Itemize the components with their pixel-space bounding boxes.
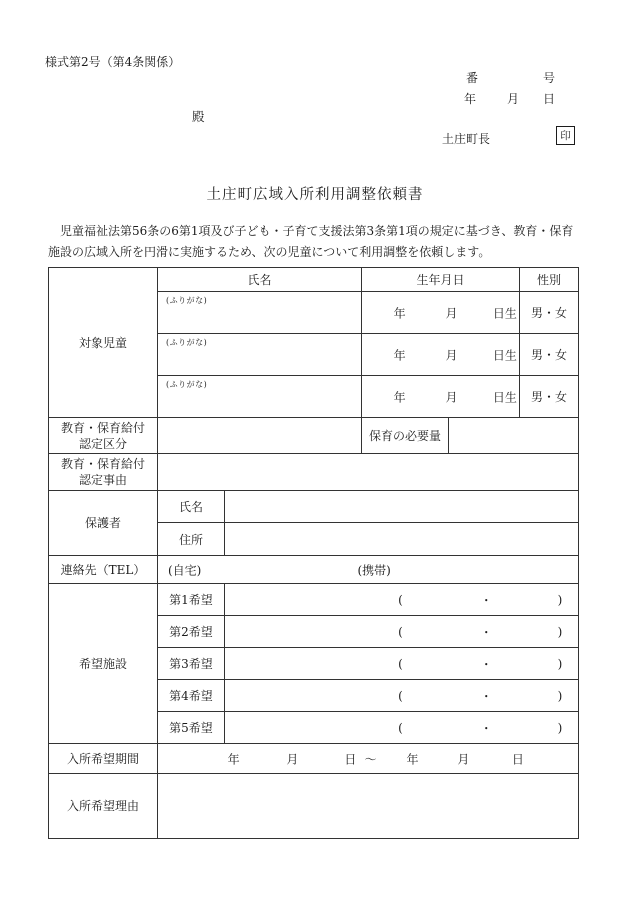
paren-open: (: [398, 688, 403, 703]
guardian-address-label: 住所: [158, 523, 225, 556]
paren-close: ): [557, 720, 563, 735]
period-to-month: 月: [457, 752, 470, 766]
doc-date-day-label: 日: [543, 92, 556, 106]
period-to-year: 年: [406, 752, 419, 766]
period-tilde: ～: [364, 752, 377, 766]
period-to-day: 日: [511, 752, 524, 766]
contact-home-label: (自宅): [168, 563, 202, 577]
child-name-cell: [158, 292, 362, 334]
middle-dot: ・: [480, 721, 493, 735]
certification-category-line2: 認定区分: [78, 436, 127, 451]
child-gender-cell: 男・女: [520, 334, 579, 376]
choice-label: 第5希望: [158, 712, 225, 744]
doc-date-month-label: 月: [507, 92, 520, 106]
birth-day-label: 日生: [492, 390, 517, 404]
child-birthdate-cell: [362, 292, 520, 334]
doc-date-year-label: 年: [464, 92, 477, 106]
child-gender-cell: 男・女: [520, 376, 579, 418]
birth-month-label: 月: [445, 390, 458, 404]
choice-label: 第3希望: [158, 648, 225, 680]
paren-close: ): [557, 688, 563, 703]
middle-dot: ・: [480, 689, 493, 703]
page-title: 土庄町広域入所利用調整依頼書: [206, 187, 424, 203]
furigana-label: (ふりがな): [166, 380, 208, 389]
certification-reason-line2: 認定事由: [78, 473, 127, 487]
paren-close: ): [557, 592, 563, 607]
birth-year-label: 年: [393, 348, 406, 362]
intro-line-2: 施設の広域入所を円滑に実施するため、次の児童について利用調整を依頼します。: [48, 245, 491, 259]
contact-label: 連絡先（TEL）: [49, 556, 158, 584]
guardian-name-label: 氏名: [158, 491, 225, 523]
doc-number-prefix: 番: [466, 71, 479, 85]
middle-dot: ・: [480, 593, 493, 607]
certification-reason-value-cell: [158, 454, 579, 491]
guardian-address-value-cell: [225, 523, 579, 556]
intro-paragraph: [48, 221, 582, 263]
target-children-label: 対象児童: [49, 268, 158, 418]
child-birthdate-cell: [362, 376, 520, 418]
choice-row: [49, 584, 579, 616]
middle-dot: ・: [480, 657, 493, 671]
header-gender-cell: 性別: [520, 268, 579, 292]
middle-dot: ・: [480, 625, 493, 639]
choice-value-cell: [225, 616, 579, 648]
contact-mobile-label: (携帯): [357, 563, 391, 577]
choice-value-cell: [225, 680, 579, 712]
certification-category-label: [49, 418, 158, 454]
choice-value-cell: [225, 648, 579, 680]
choice-value-cell: [225, 584, 579, 616]
birth-year-label: 年: [393, 390, 406, 404]
paren-open: (: [398, 592, 403, 607]
paren-open: (: [398, 624, 403, 639]
contact-value-cell: [158, 556, 579, 584]
birth-month-label: 月: [445, 306, 458, 320]
paren-close: ): [557, 624, 563, 639]
intro-line-1: 児童福祉法第56条の6第1項及び子ども・子育て支援法第3条第1項の規定に基づき、教育・保育: [48, 224, 574, 238]
birth-month-label: 月: [445, 348, 458, 362]
child-name-cell: [158, 376, 362, 418]
period-from-day: 日: [344, 752, 357, 766]
paren-close: ): [557, 656, 563, 671]
header-birthdate-cell: 生年月日: [362, 268, 520, 292]
guardian-name-value-cell: [225, 491, 579, 523]
choice-label: 第4希望: [158, 680, 225, 712]
furigana-label: (ふりがな): [166, 338, 208, 347]
preferred-facilities-label: 希望施設: [49, 584, 158, 744]
period-from-month: 月: [286, 752, 299, 766]
care-amount-value-cell: [449, 418, 579, 454]
child-gender-cell: 男・女: [520, 292, 579, 334]
header-name-cell: 氏名: [158, 268, 362, 292]
certification-category-line1: 教育・保育給付: [60, 420, 145, 435]
child-birthdate-cell: [362, 334, 520, 376]
application-table: [48, 267, 579, 839]
birth-day-label: 日生: [492, 348, 517, 362]
choice-label: 第2希望: [158, 616, 225, 648]
birth-year-label: 年: [393, 306, 406, 320]
desired-period-label: 入所希望期間: [49, 744, 158, 774]
seal-box: [556, 126, 575, 145]
child-name-cell: [158, 334, 362, 376]
paren-open: (: [398, 656, 403, 671]
addressee-suffix: 殿: [192, 109, 205, 124]
guardian-label: 保護者: [49, 491, 158, 556]
certification-reason-line1: 教育・保育給付: [60, 457, 145, 471]
certification-reason-label: [49, 454, 158, 491]
certification-category-value-cell: [158, 418, 362, 454]
seal-mark: 印: [560, 130, 571, 142]
period-from-year: 年: [227, 752, 240, 766]
birth-day-label: 日生: [492, 306, 517, 320]
form-reference-number: 様式第2号（第4条関係）: [45, 55, 181, 69]
desired-period-value-cell: [158, 744, 579, 774]
doc-number-suffix: 号: [543, 71, 556, 85]
furigana-label: (ふりがな): [166, 296, 208, 305]
choice-label: 第1希望: [158, 584, 225, 616]
admission-reason-label: 入所希望理由: [49, 774, 158, 839]
paren-open: (: [398, 720, 403, 735]
care-amount-label: 保育の必要量: [362, 418, 449, 454]
sender-title: 土庄町長: [442, 132, 491, 146]
admission-reason-value-cell: [158, 774, 579, 839]
choice-value-cell: [225, 712, 579, 744]
